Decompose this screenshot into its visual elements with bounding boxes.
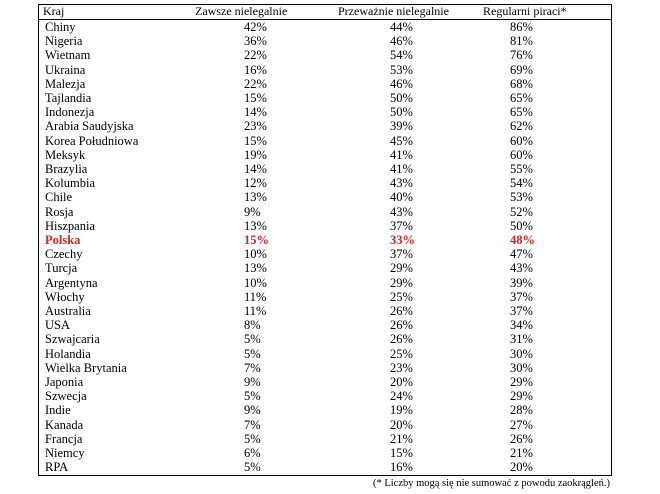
cell-regular-pirates: 69% [510, 62, 533, 77]
cell-regular-pirates: 34% [510, 318, 533, 333]
cell-always-illegal: 11% [244, 289, 267, 304]
table-row [0, 91, 660, 105]
cell-regular-pirates: 21% [510, 446, 533, 460]
cell-regular-pirates: 27% [510, 417, 533, 432]
cell-mostly-illegal: 33% [390, 233, 415, 247]
table-row [0, 332, 660, 346]
cell-mostly-illegal: 46% [390, 34, 413, 49]
table-row [0, 34, 660, 48]
cell-regular-pirates: 55% [510, 162, 533, 176]
cell-country: Kanada [45, 417, 84, 432]
cell-mostly-illegal: 25% [390, 346, 413, 361]
cell-always-illegal: 13% [244, 261, 267, 276]
cell-always-illegal: 7% [244, 360, 261, 375]
cell-country: Holandia [45, 346, 91, 361]
cell-country: Nigeria [45, 34, 83, 49]
cell-always-illegal: 14% [244, 162, 267, 176]
cell-always-illegal: 5% [244, 389, 261, 404]
cell-regular-pirates: 29% [510, 375, 533, 389]
cell-country: Turcja [45, 261, 78, 276]
cell-country: Tajlandia [45, 91, 92, 105]
table-header-row [0, 4, 660, 18]
table-row [0, 20, 660, 34]
cell-always-illegal: 13% [244, 190, 267, 205]
cell-mostly-illegal: 39% [390, 119, 413, 134]
cell-always-illegal: 22% [244, 48, 267, 63]
header-mostly-illegal: Przeważnie nielegalnie [338, 4, 449, 18]
table-row [0, 361, 660, 375]
cell-country: Meksyk [45, 147, 86, 162]
cell-country: Francja [45, 431, 83, 446]
cell-country: Szwajcaria [45, 332, 100, 347]
cell-mostly-illegal: 44% [390, 20, 413, 34]
cell-always-illegal: 7% [244, 417, 261, 432]
cell-regular-pirates: 76% [510, 48, 533, 63]
table-row [0, 176, 660, 190]
cell-always-illegal: 6% [244, 446, 261, 460]
cell-always-illegal: 9% [244, 375, 261, 389]
cell-country: Argentyna [45, 275, 98, 290]
cell-always-illegal: 12% [244, 176, 267, 191]
table-row [0, 403, 660, 417]
cell-mostly-illegal: 53% [390, 62, 413, 77]
cell-regular-pirates: 86% [510, 20, 533, 34]
cell-mostly-illegal: 43% [390, 176, 413, 191]
cell-country: Japonia [45, 375, 84, 389]
cell-country: Niemcy [45, 446, 85, 460]
header-always-illegal: Zawsze nielegalnie [195, 4, 288, 18]
cell-country: Szwecja [45, 389, 87, 404]
cell-mostly-illegal: 45% [390, 133, 413, 148]
cell-mostly-illegal: 20% [390, 375, 413, 389]
cell-mostly-illegal: 29% [390, 275, 413, 290]
cell-regular-pirates: 29% [510, 389, 533, 404]
cell-mostly-illegal: 37% [390, 247, 413, 262]
cell-always-illegal: 15% [244, 233, 269, 247]
cell-regular-pirates: 30% [510, 360, 533, 375]
table-row [0, 389, 660, 403]
cell-country: Kolumbia [45, 176, 95, 191]
cell-country: Czechy [45, 247, 83, 262]
cell-regular-pirates: 37% [510, 304, 533, 318]
cell-mostly-illegal: 26% [390, 318, 413, 333]
table-row [0, 446, 660, 460]
cell-always-illegal: 23% [244, 119, 267, 134]
cell-country: Chile [45, 190, 73, 205]
cell-regular-pirates: 65% [510, 105, 533, 120]
cell-mostly-illegal: 24% [390, 389, 413, 404]
cell-always-illegal: 5% [244, 332, 261, 347]
header-regular-pirates: Regularni piraci* [483, 4, 567, 18]
table-row [0, 290, 660, 304]
cell-mostly-illegal: 26% [390, 304, 413, 318]
cell-mostly-illegal: 23% [390, 360, 413, 375]
table-row [0, 375, 660, 389]
cell-always-illegal: 10% [244, 247, 267, 262]
cell-mostly-illegal: 40% [390, 190, 413, 205]
cell-always-illegal: 9% [244, 204, 261, 219]
table-row [0, 219, 660, 233]
cell-mostly-illegal: 15% [390, 446, 413, 460]
cell-regular-pirates: 54% [510, 176, 533, 191]
table-row [0, 432, 660, 446]
cell-always-illegal: 16% [244, 62, 267, 77]
cell-mostly-illegal: 20% [390, 417, 413, 432]
cell-regular-pirates: 68% [510, 76, 533, 91]
cell-mostly-illegal: 25% [390, 289, 413, 304]
cell-country: Włochy [45, 289, 85, 304]
table-row [0, 63, 660, 77]
table-row [0, 190, 660, 204]
cell-regular-pirates: 31% [510, 332, 533, 347]
cell-mostly-illegal: 37% [390, 218, 413, 233]
cell-regular-pirates: 26% [510, 431, 533, 446]
cell-regular-pirates: 30% [510, 346, 533, 361]
cell-country: Brazylia [45, 162, 88, 176]
table-row [0, 77, 660, 91]
cell-always-illegal: 14% [244, 105, 267, 120]
table-row [0, 105, 660, 119]
cell-mostly-illegal: 43% [390, 204, 413, 219]
cell-always-illegal: 5% [244, 460, 261, 475]
table-row [0, 276, 660, 290]
cell-mostly-illegal: 54% [390, 48, 413, 63]
cell-mostly-illegal: 21% [390, 431, 413, 446]
cell-mostly-illegal: 29% [390, 261, 413, 276]
table-row [0, 318, 660, 332]
cell-mostly-illegal: 46% [390, 76, 413, 91]
cell-regular-pirates: 20% [510, 460, 533, 475]
cell-mostly-illegal: 50% [390, 105, 413, 120]
footnote: (* Liczby mogą się nie sumować z powodu zaokrągleń.) [372, 478, 610, 489]
cell-country: Polska [45, 233, 81, 247]
cell-country: Ukraina [45, 62, 86, 77]
cell-always-illegal: 13% [244, 218, 267, 233]
table-row [0, 347, 660, 361]
table-row [0, 119, 660, 133]
cell-country: USA [45, 318, 71, 333]
cell-always-illegal: 9% [244, 403, 261, 418]
cell-country: Hiszpania [45, 218, 95, 233]
table-row [0, 162, 660, 176]
cell-regular-pirates: 39% [510, 275, 533, 290]
cell-country: Indie [45, 403, 71, 418]
table-row [0, 233, 660, 247]
cell-regular-pirates: 37% [510, 289, 533, 304]
cell-regular-pirates: 62% [510, 119, 533, 134]
header-country: Kraj [43, 4, 65, 18]
table-row [0, 148, 660, 162]
cell-regular-pirates: 53% [510, 190, 533, 205]
cell-country: Arabia Saudyjska [45, 119, 134, 134]
cell-regular-pirates: 43% [510, 261, 533, 276]
cell-country: Australia [45, 304, 91, 318]
cell-regular-pirates: 60% [510, 147, 533, 162]
cell-always-illegal: 42% [244, 20, 267, 34]
cell-regular-pirates: 81% [510, 34, 533, 49]
cell-always-illegal: 22% [244, 76, 267, 91]
cell-mostly-illegal: 50% [390, 91, 413, 105]
cell-regular-pirates: 52% [510, 204, 533, 219]
table-row [0, 247, 660, 261]
cell-mostly-illegal: 41% [390, 162, 413, 176]
cell-country: Malezja [45, 76, 86, 91]
table-row [0, 205, 660, 219]
cell-regular-pirates: 47% [510, 247, 533, 262]
cell-country: RPA [45, 460, 69, 475]
cell-always-illegal: 15% [244, 91, 267, 105]
cell-always-illegal: 10% [244, 275, 267, 290]
cell-always-illegal: 19% [244, 147, 267, 162]
table-row [0, 304, 660, 318]
cell-mostly-illegal: 19% [390, 403, 413, 418]
cell-always-illegal: 15% [244, 133, 267, 148]
cell-mostly-illegal: 26% [390, 332, 413, 347]
cell-country: Indonezja [45, 105, 95, 120]
cell-mostly-illegal: 41% [390, 147, 413, 162]
table-row [0, 418, 660, 432]
cell-country: Korea Południowa [45, 133, 139, 148]
cell-regular-pirates: 28% [510, 403, 533, 418]
cell-regular-pirates: 50% [510, 218, 533, 233]
cell-regular-pirates: 48% [510, 233, 535, 247]
cell-country: Chiny [45, 20, 76, 34]
cell-always-illegal: 5% [244, 346, 261, 361]
cell-country: Rosja [45, 204, 74, 219]
table-row [0, 460, 660, 474]
cell-mostly-illegal: 16% [390, 460, 413, 475]
cell-regular-pirates: 60% [510, 133, 533, 148]
table-row [0, 261, 660, 275]
cell-country: Wietnam [45, 48, 91, 63]
table-row [0, 134, 660, 148]
cell-regular-pirates: 65% [510, 91, 533, 105]
cell-always-illegal: 11% [244, 304, 267, 318]
cell-country: Wielka Brytania [45, 360, 127, 375]
cell-always-illegal: 5% [244, 431, 261, 446]
cell-always-illegal: 36% [244, 34, 267, 49]
cell-always-illegal: 8% [244, 318, 261, 333]
table-row [0, 48, 660, 62]
